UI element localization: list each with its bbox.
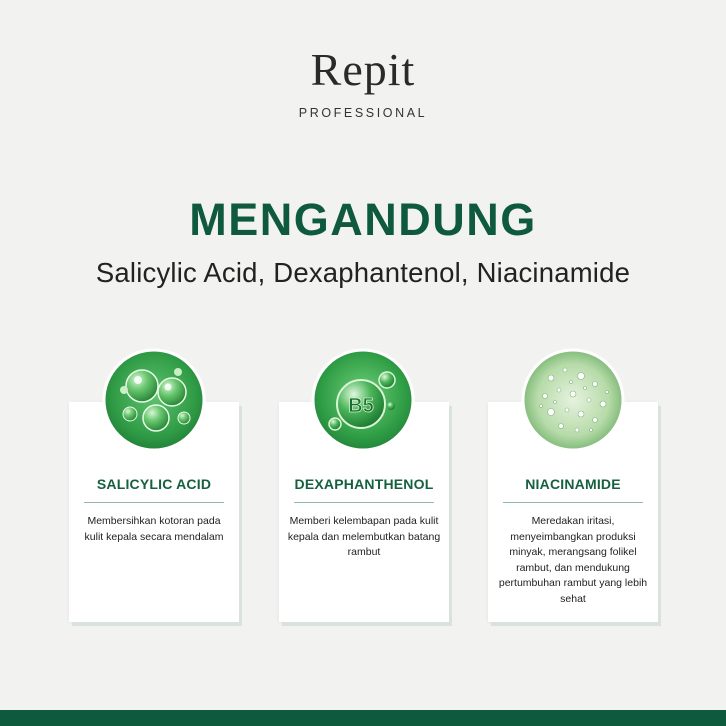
bottom-bar (0, 710, 726, 726)
brand-name: Repit (310, 44, 416, 95)
card-description: Membersihkan kotoran pada kulit kepala secara mendalam (84, 515, 224, 543)
card-divider (294, 502, 434, 503)
vitamin-b5-icon (311, 348, 415, 452)
card-title: DEXAPHANTHENOL (294, 476, 434, 492)
card-title: SALICYLIC ACID (96, 476, 212, 492)
oil-bubbles-icon (102, 348, 206, 452)
card-divider (84, 502, 224, 503)
b5-label: B5 (348, 395, 374, 417)
card-description: Memberi kelembapan pada kulit kepala dan melembutkan batang rambut (287, 515, 441, 558)
card-divider (503, 502, 643, 503)
ingredients-subline: Salicylic Acid, Dexaphantenol, Niacinamide (95, 257, 631, 288)
card-description: Meredakan iritasi, menyeimbangkan produksi minyak, merangsang folikel rambut, dan mendukung pertumbuhan rambut yang lebih sehat (498, 515, 648, 605)
brand-logo (0, 42, 726, 120)
gel-bubbles-icon (521, 348, 625, 452)
card-title: NIACINAMIDE (525, 476, 621, 492)
brand-subtitle: PROFESSIONAL (298, 106, 428, 120)
headline: MENGANDUNG (189, 194, 537, 245)
